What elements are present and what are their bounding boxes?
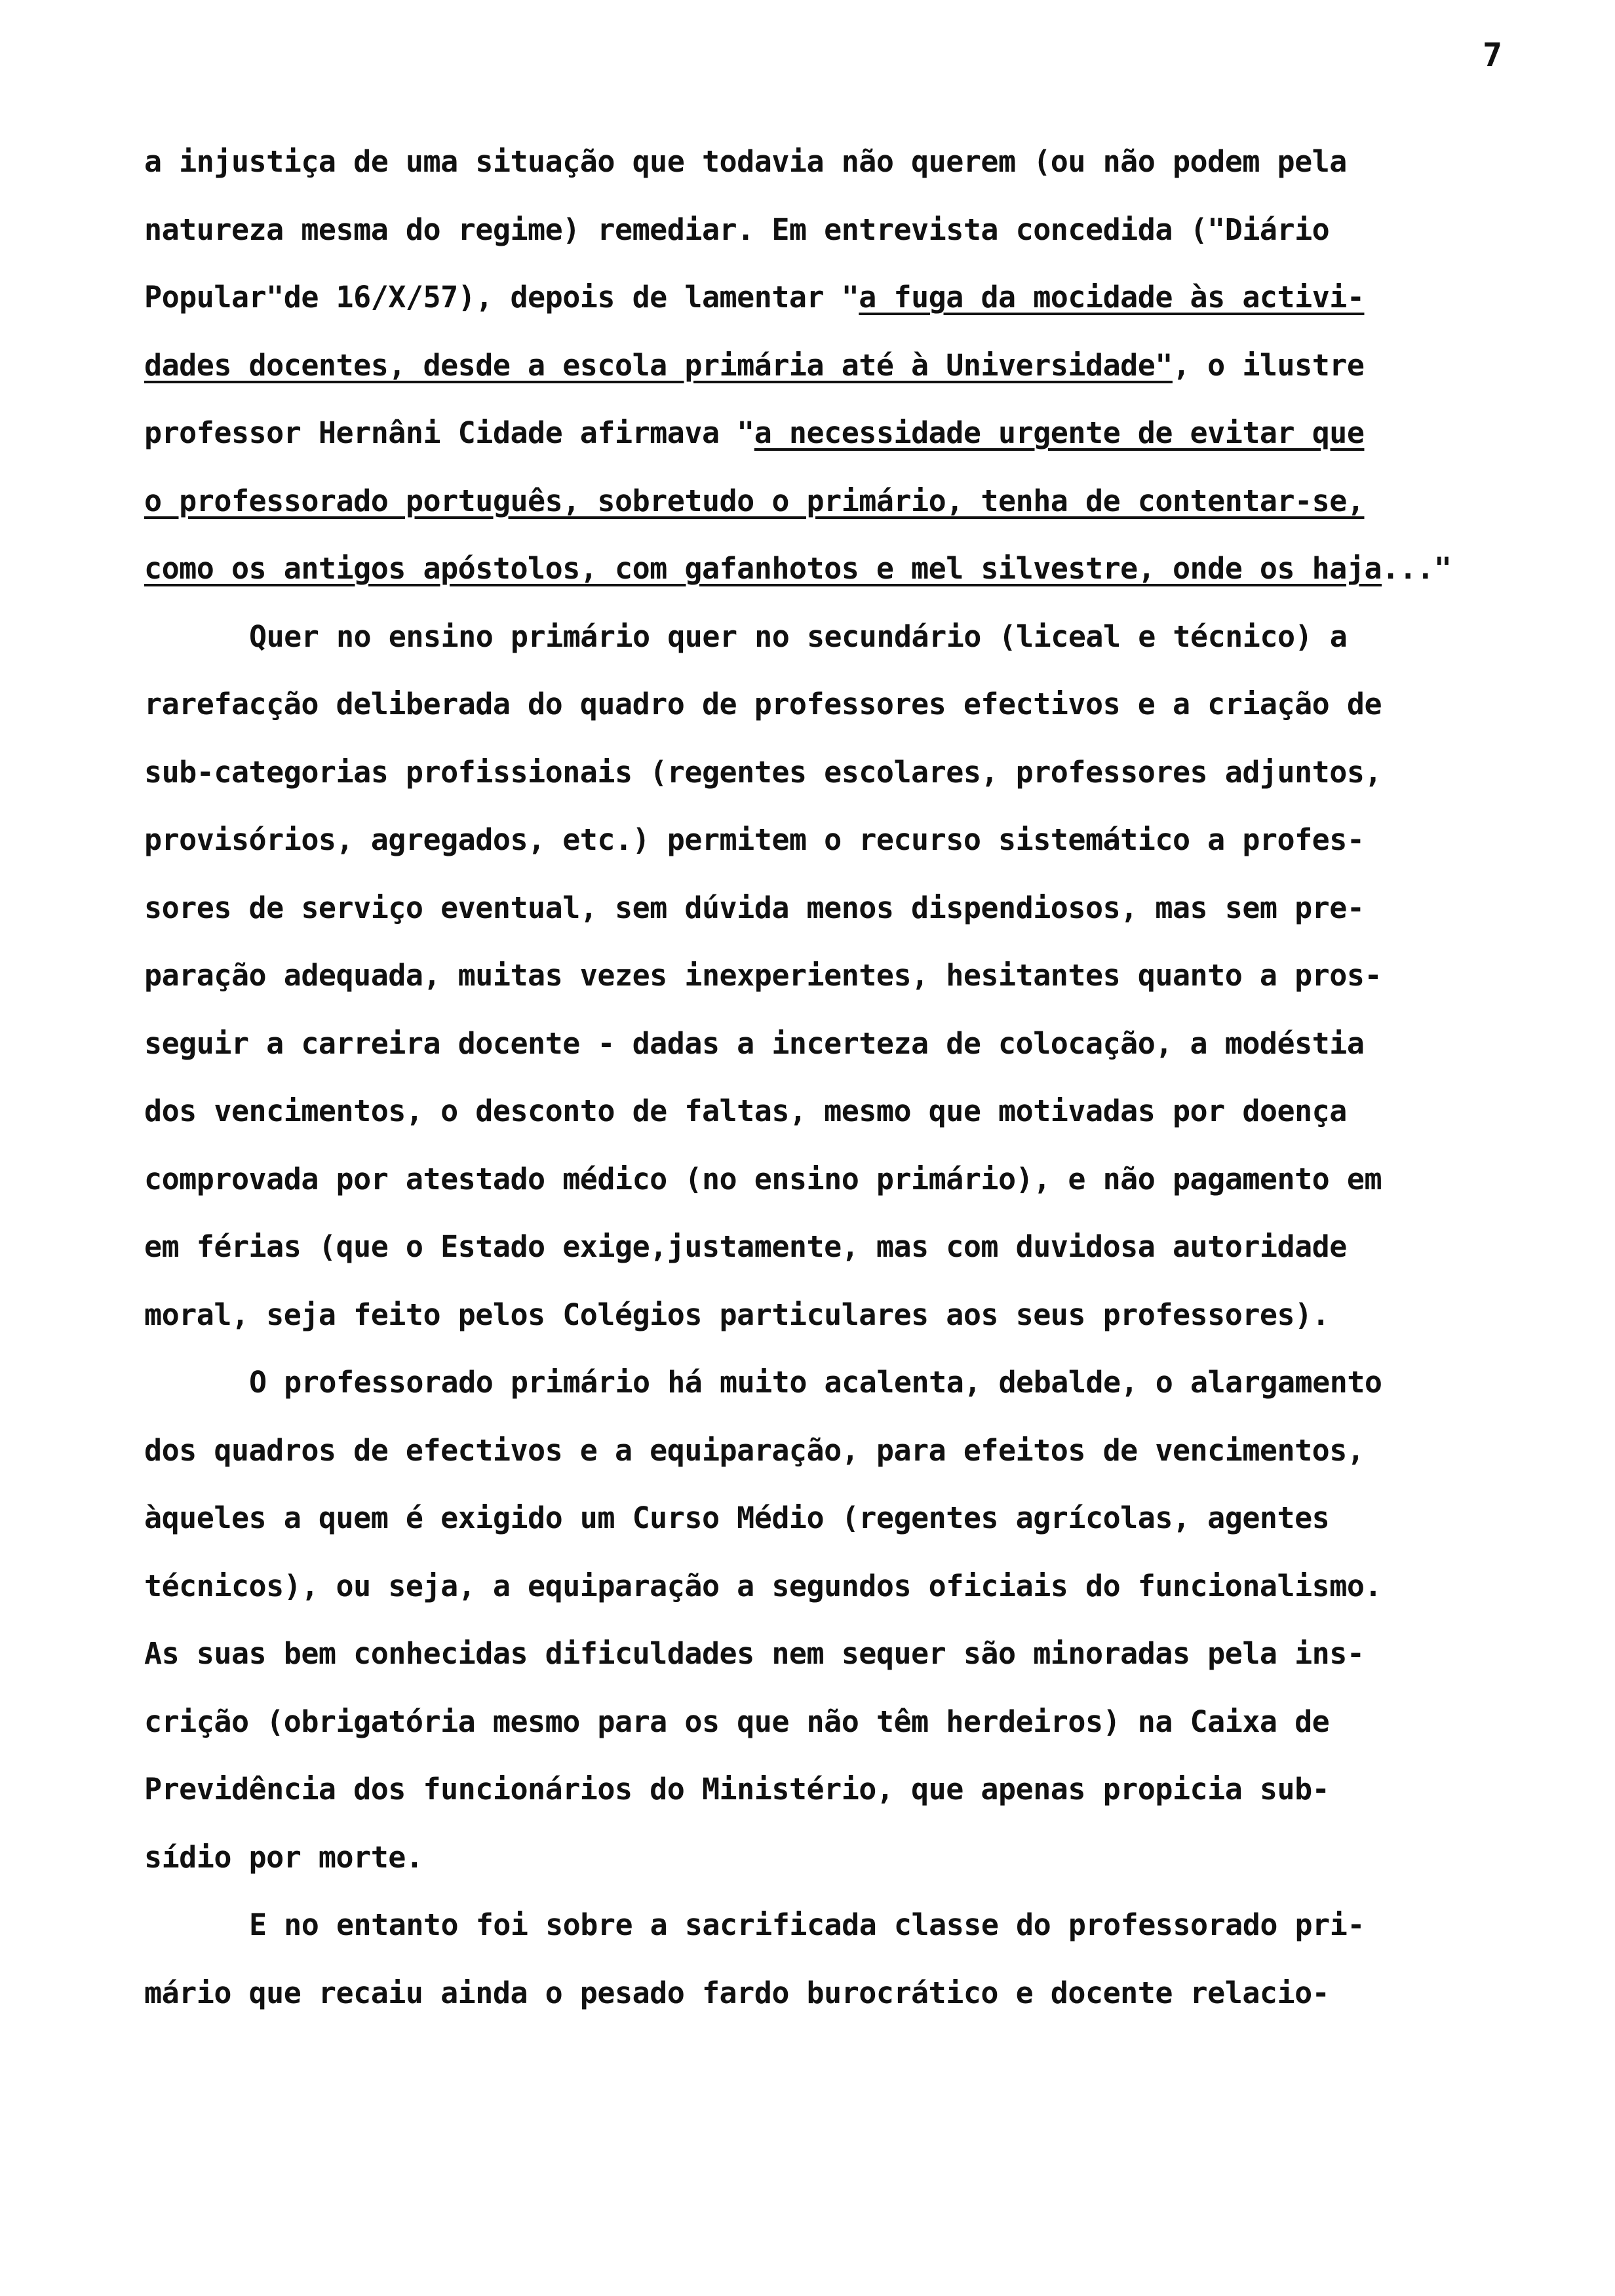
- text-segment: , o ilustre: [1172, 347, 1365, 383]
- text-line: [144, 1824, 1547, 1892]
- text-line: [144, 806, 1547, 874]
- text-segment: rarefacção deliberada do quadro de professores efectivos e a criação de: [144, 687, 1382, 721]
- text-segment: crição (obrigatória mesmo para os que não têm herdeiros) na Caixa de: [144, 1704, 1330, 1739]
- text-line: [144, 1484, 1547, 1552]
- text-segment: dos vencimentos, o desconto de faltas, mesmo que motivadas por doença: [144, 1094, 1347, 1128]
- text-segment: dos quadros de efectivos e a equiparação, para efeitos de vencimentos,: [144, 1432, 1365, 1468]
- text-segment: E no entanto foi sobre a sacrificada classe do professorado pri-: [249, 1907, 1365, 1942]
- text-segment: sub-categorias profissionais (regentes escolares, professores adjuntos,: [144, 754, 1382, 790]
- text-line: [144, 399, 1547, 467]
- text-line: [144, 1688, 1547, 1756]
- text-segment: àqueles a quem é exigido um Curso Médio (regentes agrícolas, agentes: [144, 1501, 1330, 1535]
- text-segment: seguir a carreira docente - dadas a incerteza de colocação, a modéstia: [144, 1025, 1365, 1061]
- text-segment: comprovada por atestado médico (no ensino primário), e não pagamento em: [144, 1161, 1382, 1196]
- text-line: [144, 196, 1547, 264]
- text-line: [144, 332, 1547, 400]
- text-segment: Previdência dos funcionários do Ministério, que apenas propicia sub-: [144, 1772, 1330, 1807]
- text-segment: paração adequada, muitas vezes inexperientes, hesitantes quanto a pros-: [144, 958, 1382, 993]
- text-segment: em férias (que o Estado exige,justamente, mas com duvidosa autoridade: [144, 1229, 1347, 1264]
- text-segment: professor Hernâni Cidade afirmava ": [144, 415, 754, 450]
- document-body: [144, 128, 1547, 2027]
- text-line: [144, 1281, 1547, 1349]
- text-line: [144, 1417, 1547, 1485]
- text-segment: a injustiça de uma situação que todavia não querem (ou não podem pela: [144, 144, 1347, 179]
- text-segment: O professorado primário há muito acalenta, debalde, o alargamento: [249, 1365, 1382, 1400]
- text-line: [144, 603, 1547, 671]
- underlined-quote: a fuga da mocidade às activi-: [859, 280, 1365, 315]
- underlined-quote: como os antigos apóstolos, com gafanhotos e mel silvestre, onde os haja: [144, 551, 1382, 586]
- text-line: [144, 1145, 1547, 1214]
- underlined-quote: dades docentes, desde a escola primária até à Universidade": [144, 347, 1173, 383]
- underlined-quote: o professorado português, sobretudo o primário, tenha de contentar-se,: [144, 483, 1365, 518]
- text-segment: mário que recaiu ainda o pesado fardo burocrático e docente relacio-: [144, 1975, 1330, 2010]
- text-line: [144, 1077, 1547, 1145]
- page-number: 7: [1483, 36, 1503, 74]
- text-segment: sídio por morte.: [144, 1839, 423, 1875]
- text-line: [144, 535, 1547, 603]
- text-line: [144, 128, 1547, 196]
- underlined-quote: a necessidade urgente de evitar que: [754, 415, 1365, 450]
- text-segment: provisórios, agregados, etc.) permitem o recurso sistemático a profes-: [144, 822, 1365, 857]
- text-line: [144, 1620, 1547, 1688]
- text-segment: ...": [1382, 551, 1452, 586]
- text-line: [144, 1213, 1547, 1281]
- text-line: [144, 263, 1547, 332]
- text-segment: técnicos), ou seja, a equiparação a segundos oficiais do funcionalismo.: [144, 1568, 1382, 1603]
- text-line: [144, 1891, 1547, 1959]
- text-segment: As suas bem conhecidas dificuldades nem sequer são minoradas pela ins-: [144, 1636, 1365, 1671]
- text-segment: sores de serviço eventual, sem dúvida menos dispendiosos, mas sem pre-: [144, 890, 1365, 925]
- text-line: [144, 1552, 1547, 1620]
- text-line: [144, 874, 1547, 942]
- text-segment: Quer no ensino primário quer no secundário (liceal e técnico) a: [249, 619, 1348, 654]
- text-line: [144, 942, 1547, 1010]
- text-segment: natureza mesma do regime) remediar. Em entrevista concedida ("Diário: [144, 212, 1330, 247]
- text-line: [144, 1755, 1547, 1824]
- text-line: [144, 1349, 1547, 1417]
- text-segment: Popular"de 16/X/57), depois de lamentar ": [144, 280, 859, 315]
- text-line: [144, 467, 1547, 535]
- text-line: [144, 1010, 1547, 1078]
- text-segment: moral, seja feito pelos Colégios particulares aos seus professores).: [144, 1297, 1330, 1332]
- text-line: [144, 670, 1547, 738]
- text-line: [144, 738, 1547, 807]
- text-line: [144, 1959, 1547, 2027]
